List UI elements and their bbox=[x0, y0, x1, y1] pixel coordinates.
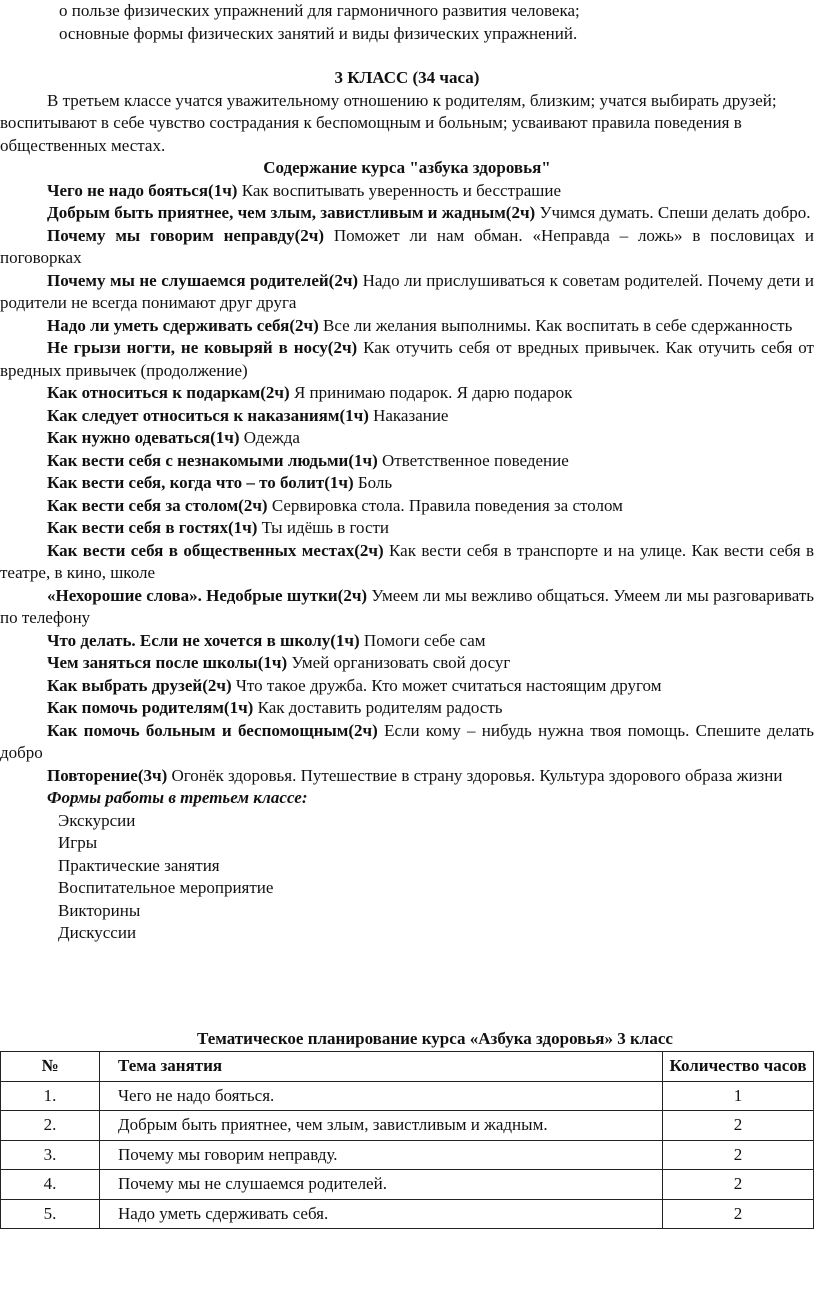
row-number: 5. bbox=[1, 1199, 100, 1229]
form-item: Воспитательное мероприятие bbox=[58, 878, 274, 897]
form-item: Дискуссии bbox=[58, 923, 137, 942]
row-topic: Почему мы говорим неправду. bbox=[100, 1140, 663, 1170]
row-topic: Чего не надо бояться. bbox=[100, 1081, 663, 1111]
topic-title: Как помочь больным и беспомощным(2ч) bbox=[47, 720, 378, 740]
topic-description: Наказание bbox=[368, 405, 449, 425]
topic-item bbox=[0, 405, 814, 428]
header-topic: Тема занятия bbox=[100, 1052, 663, 1082]
topics-list bbox=[0, 180, 814, 788]
topic-item bbox=[0, 427, 814, 450]
row-topic: Почему мы не слушаемся родителей. bbox=[100, 1170, 663, 1200]
topic-description: Как вести себя в транспорте и на улице. Как вести себя в театре, в кино, школе bbox=[0, 540, 814, 582]
topic-item bbox=[0, 652, 814, 675]
table-row bbox=[1, 1170, 814, 1200]
table-row bbox=[1, 1140, 814, 1170]
topic-item bbox=[0, 697, 814, 720]
row-number: 1. bbox=[1, 1081, 100, 1111]
topic-description: Ответственное поведение bbox=[377, 450, 569, 470]
topic-item bbox=[0, 450, 814, 473]
topic-item bbox=[0, 202, 814, 225]
topic-description: Как доставить родителям радость bbox=[253, 698, 503, 717]
topic-title: Как помочь родителям(1ч) bbox=[47, 698, 254, 717]
intro-paragraph: В третьем классе учатся уважительному отношению к родителям, близким; учатся выбирать друзей; воспитывают в себе чувство сострадания к беспомощным и больным; усваивают правила поведения в общественных местах. bbox=[0, 90, 777, 155]
form-item: Игры bbox=[58, 833, 98, 852]
topic-item bbox=[0, 337, 814, 382]
topic-title: Как вести себя, когда что – то болит(1ч) bbox=[47, 473, 354, 492]
row-hours: 1 bbox=[663, 1081, 814, 1111]
topic-title: Как вести себя с незнакомыми людьми(1ч) bbox=[47, 450, 378, 470]
topic-title: Что делать. Если не хочется в школу(1ч) bbox=[47, 630, 360, 650]
row-number: 2. bbox=[1, 1111, 100, 1141]
topic-description: Сервировка стола. Правила поведения за столом bbox=[267, 495, 623, 515]
topic-description: Я принимаю подарок. Я дарю подарок bbox=[289, 383, 573, 402]
topic-description: Как отучить себя от вредных привычек. Как отучить себя от вредных привычек (продолжение) bbox=[0, 338, 814, 380]
topic-title: Как выбрать друзей(2ч) bbox=[47, 675, 232, 695]
topic-item bbox=[0, 585, 814, 630]
topic-title: «Нехорошие слова». Недобрые шутки(2ч) bbox=[47, 585, 368, 605]
topic-title: Повторение(3ч) bbox=[47, 765, 168, 785]
form-item: Экскурсии bbox=[58, 810, 136, 830]
topic-item bbox=[0, 495, 814, 518]
row-topic: Добрым быть приятнее, чем злым, завистливым и жадным. bbox=[100, 1111, 663, 1141]
planning-table bbox=[0, 1051, 814, 1229]
topic-item bbox=[0, 180, 814, 203]
row-hours: 2 bbox=[663, 1199, 814, 1229]
topic-title: Добрым быть приятнее, чем злым, завистливым и жадным(2ч) bbox=[47, 203, 536, 222]
form-item: Викторины bbox=[58, 900, 141, 920]
topic-item bbox=[0, 630, 814, 653]
header-hours: Количество часов bbox=[663, 1052, 814, 1082]
table-row bbox=[1, 1111, 814, 1141]
topic-item bbox=[0, 540, 814, 585]
topic-description: Что такое дружба. Кто может считаться настоящим другом bbox=[231, 675, 662, 695]
top-line-1: о пользе физических упражнений для гармоничного развития человека; bbox=[59, 1, 580, 20]
topic-description: Учимся думать. Спеши делать добро. bbox=[535, 203, 811, 222]
topic-description: Поможет ли нам обман. «Неправда – ложь» в пословицах и поговорках bbox=[0, 225, 814, 267]
topic-title: Почему мы говорим неправду(2ч) bbox=[47, 225, 324, 245]
topic-item bbox=[0, 382, 814, 405]
topic-title: Как вести себя за столом(2ч) bbox=[47, 495, 268, 515]
topic-title: Чем заняться после школы(1ч) bbox=[47, 653, 288, 672]
topic-description: Если кому – нибудь нужна твоя помощь. Спешите делать добро bbox=[0, 720, 815, 762]
table-header-row bbox=[1, 1052, 814, 1082]
content-heading: Содержание курса "азбука здоровья" bbox=[263, 158, 551, 177]
class-heading: 3 КЛАСС (34 часа) bbox=[334, 68, 480, 87]
forms-heading: Формы работы в третьем классе: bbox=[47, 788, 308, 807]
topic-title: Надо ли уметь сдерживать себя(2ч) bbox=[47, 315, 319, 335]
topic-item bbox=[0, 517, 814, 540]
topic-title: Почему мы не слушаемся родителей(2ч) bbox=[47, 270, 359, 290]
table-row bbox=[1, 1081, 814, 1111]
topic-title: Не грызи ногти, не ковыряй в носу(2ч) bbox=[47, 338, 358, 357]
topic-item bbox=[0, 720, 814, 765]
row-number: 4. bbox=[1, 1170, 100, 1200]
form-item: Практические занятия bbox=[58, 855, 220, 875]
topic-description: Боль bbox=[353, 473, 393, 492]
topic-item bbox=[0, 315, 814, 338]
table-title: Тематическое планирование курса «Азбука здоровья» 3 класс bbox=[197, 1029, 673, 1048]
topic-item bbox=[0, 270, 814, 315]
topic-description: Ты идёшь в гости bbox=[257, 518, 390, 537]
table-body bbox=[1, 1081, 814, 1229]
forms-list bbox=[0, 810, 814, 945]
topic-title: Как вести себя в общественных местах(2ч) bbox=[47, 540, 384, 560]
topic-description: Огонёк здоровья. Путешествие в страну здоровья. Культура здорового образа жизни bbox=[167, 765, 783, 785]
topic-title: Как нужно одеваться(1ч) bbox=[47, 428, 240, 447]
topic-description: Помоги себе сам bbox=[359, 630, 486, 650]
topic-title: Как следует относиться к наказаниям(1ч) bbox=[47, 405, 369, 425]
row-number: 3. bbox=[1, 1140, 100, 1170]
row-hours: 2 bbox=[663, 1111, 814, 1141]
row-hours: 2 bbox=[663, 1140, 814, 1170]
topic-description: Как воспитывать уверенность и бесстрашие bbox=[237, 180, 562, 200]
top-line-2: основные формы физических занятий и виды физических упражнений. bbox=[59, 23, 578, 43]
row-hours: 2 bbox=[663, 1170, 814, 1200]
topic-title: Как относиться к подаркам(2ч) bbox=[47, 383, 290, 402]
topic-item bbox=[0, 472, 814, 495]
topic-description: Умеем ли мы вежливо общаться. Умеем ли мы разговаривать по телефону bbox=[0, 585, 814, 627]
topic-description: Надо ли прислушиваться к советам родителей. Почему дети и родители не всегда понимают друг друга bbox=[0, 270, 814, 312]
topic-description: Одежда bbox=[239, 428, 300, 447]
topic-description: Все ли желания выполнимы. Как воспитать в себе сдержанность bbox=[318, 315, 793, 335]
row-topic: Надо уметь сдерживать себя. bbox=[100, 1199, 663, 1229]
header-number: № bbox=[1, 1052, 100, 1082]
topic-description: Умей организовать свой досуг bbox=[287, 653, 511, 672]
topic-title: Чего не надо бояться(1ч) bbox=[47, 180, 238, 200]
topic-title: Как вести себя в гостях(1ч) bbox=[47, 518, 258, 537]
topic-item bbox=[0, 225, 814, 270]
topic-item bbox=[0, 765, 814, 788]
topic-item bbox=[0, 675, 814, 698]
table-row bbox=[1, 1199, 814, 1229]
